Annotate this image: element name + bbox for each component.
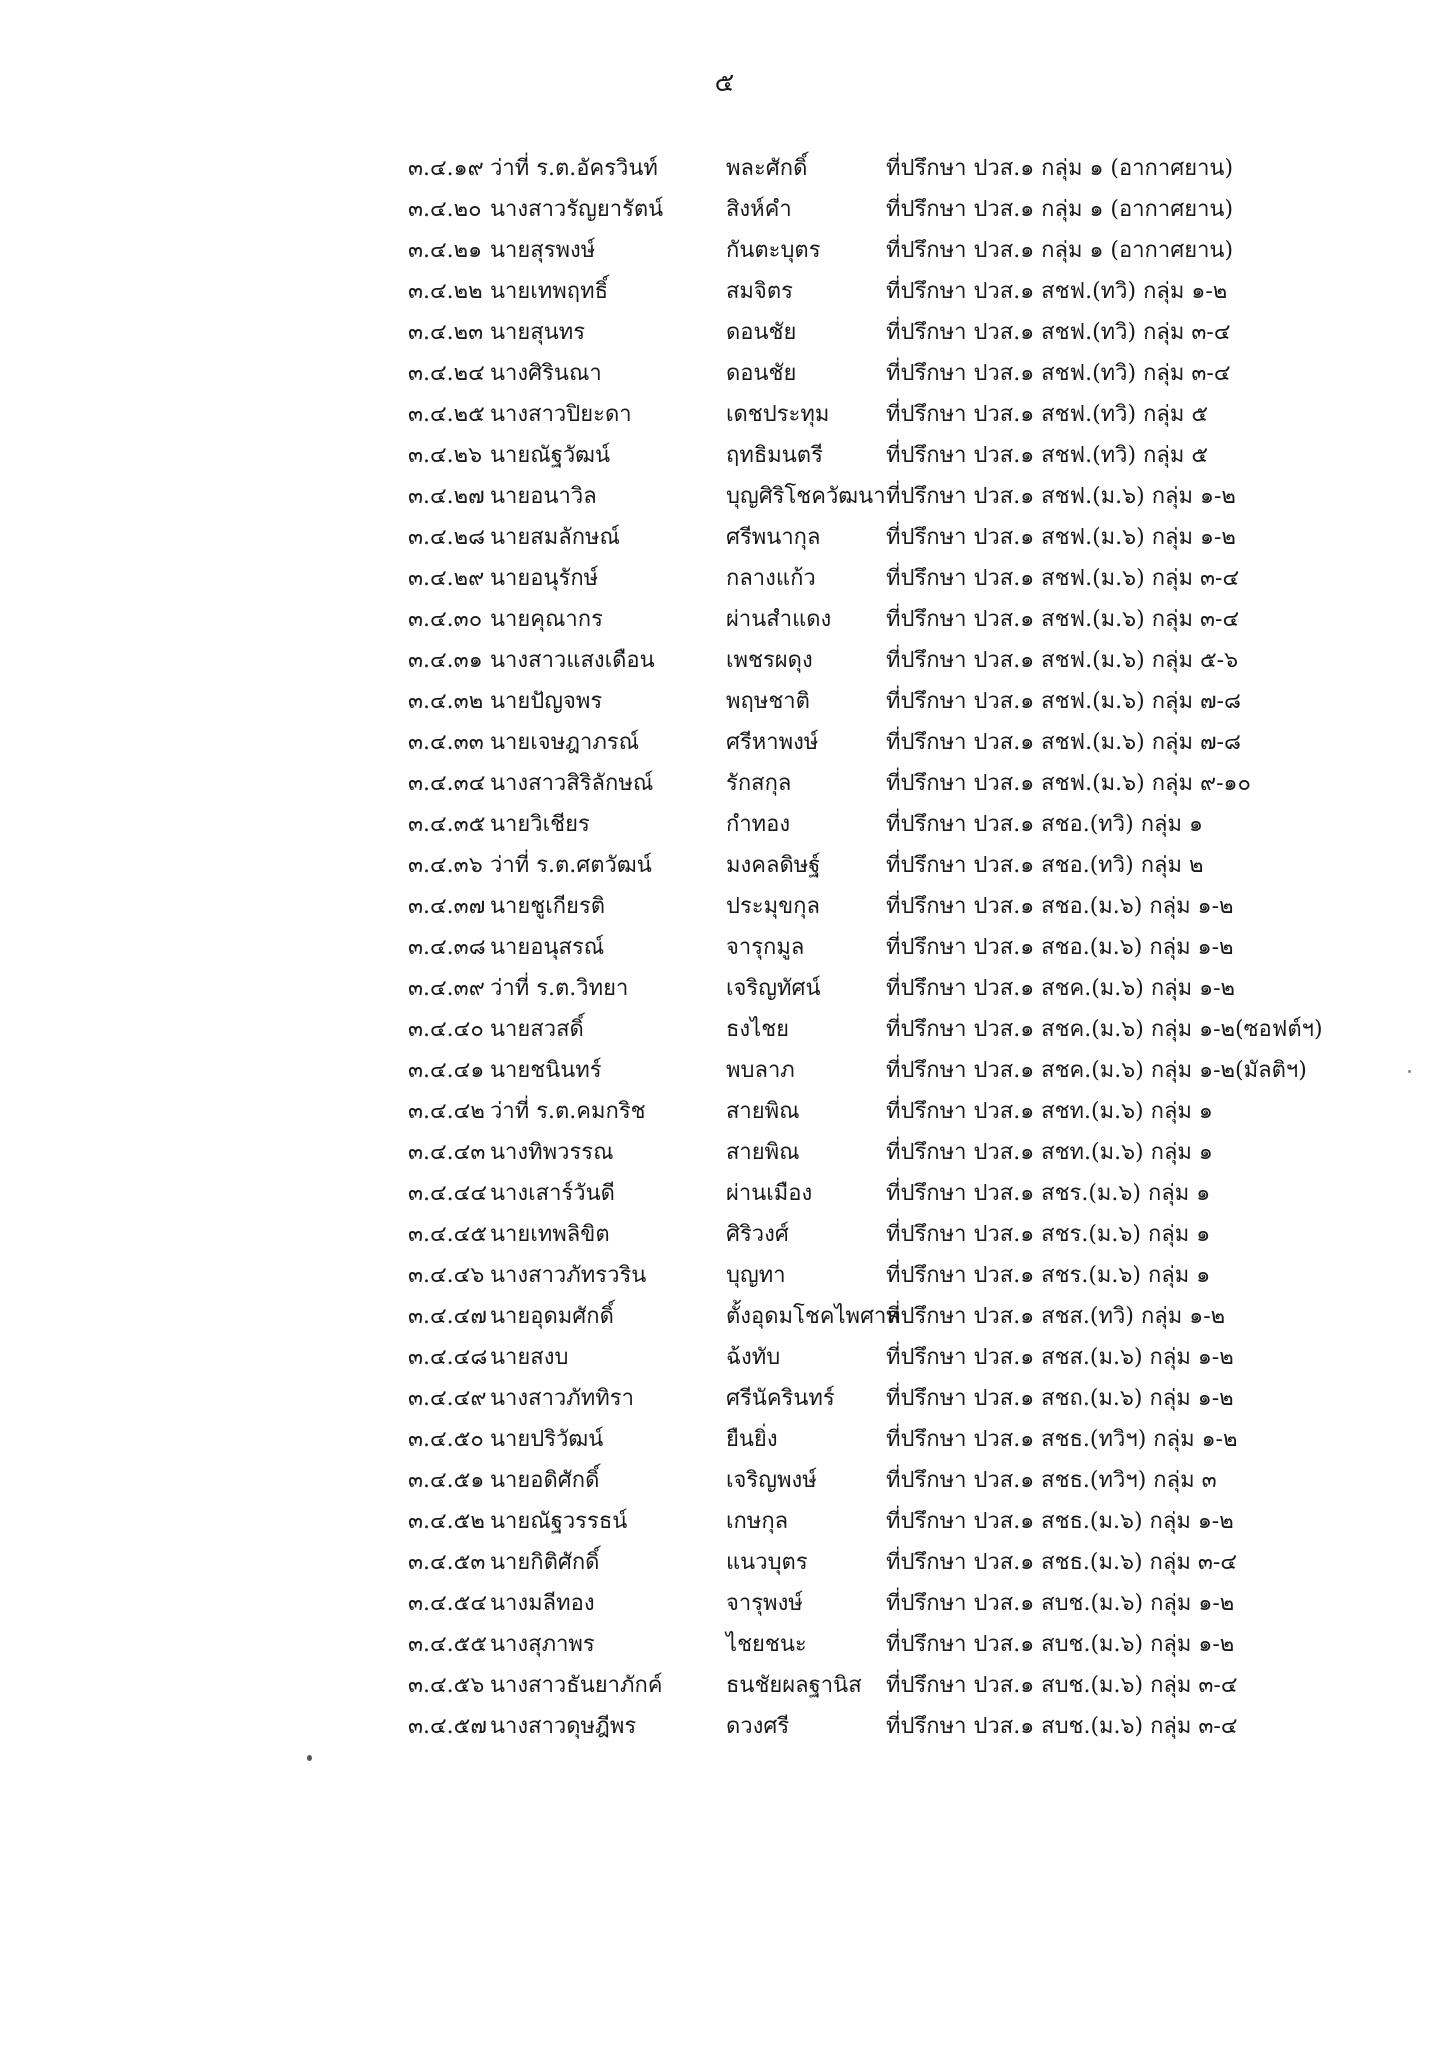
advisor-name: นางสาวรัญยารัตน์ — [490, 197, 664, 222]
advisor-role: ที่ปรึกษา ปวส.๑ สชค.(ม.๖) กลุ่ม ๑-๒ — [886, 976, 1236, 1001]
advisor-role: ที่ปรึกษา ปวส.๑ สชฟ.(ทวิ) กลุ่ม ๓-๔ — [886, 320, 1231, 345]
advisor-role: ที่ปรึกษา ปวส.๑ กลุ่ม ๑ (อากาศยาน) — [886, 156, 1234, 181]
advisor-name: นายอนุสรณ์ — [490, 935, 605, 960]
advisor-surname: ดอนชัย — [726, 361, 797, 386]
list-item — [408, 271, 1408, 312]
item-number: ๓.๔.๓๙ — [408, 976, 485, 1001]
advisor-role: ที่ปรึกษา ปวส.๑ สชฟ.(ม.๖) กลุ่ม ๑-๒ — [886, 484, 1236, 509]
advisor-role: ที่ปรึกษา ปวส.๑ สชธ.(ม.๖) กลุ่ม ๓-๔ — [886, 1550, 1237, 1575]
advisor-name: นายเจษฎาภรณ์ — [490, 730, 640, 755]
list-item — [408, 353, 1408, 394]
advisor-surname: กำทอง — [726, 812, 791, 837]
advisor-surname: ประมุขกุล — [726, 894, 820, 919]
item-number: ๓.๔.๔๐ — [408, 1017, 484, 1042]
advisor-surname: ตั้งอุดมโชคไพศาล — [726, 1304, 900, 1329]
advisor-role: ที่ปรึกษา ปวส.๑ สชท.(ม.๖) กลุ่ม ๑ — [886, 1099, 1213, 1124]
advisor-name: ว่าที่ ร.ต.วิทยา — [490, 976, 629, 1001]
advisor-name: นางสาวปิยะดา — [490, 402, 632, 427]
item-number: ๓.๔.๒๑ — [408, 238, 483, 263]
item-number: ๓.๔.๕๔ — [408, 1591, 487, 1616]
item-number: ๓.๔.๓๒ — [408, 689, 484, 714]
advisor-surname: สมจิตร — [726, 279, 793, 304]
list-item — [408, 558, 1408, 599]
advisor-role: ที่ปรึกษา ปวส.๑ สชฟ.(ทวิ) กลุ่ม ๑-๒ — [886, 279, 1228, 304]
list-item — [408, 1009, 1408, 1050]
list-item — [408, 1337, 1408, 1378]
item-number: ๓.๔.๔๔ — [408, 1181, 487, 1206]
item-number: ๓.๔.๔๗ — [408, 1304, 487, 1329]
item-number: ๓.๔.๒๒ — [408, 279, 483, 304]
advisor-surname: สายพิณ — [726, 1099, 800, 1124]
advisor-role: ที่ปรึกษา ปวส.๑ สชฟ.(ม.๖) กลุ่ม ๑-๒ — [886, 525, 1236, 550]
list-item — [408, 394, 1408, 435]
advisor-list — [408, 148, 1408, 1747]
advisor-role: ที่ปรึกษา ปวส.๑ สชฟ.(ทวิ) กลุ่ม ๓-๔ — [886, 361, 1231, 386]
list-item — [408, 763, 1408, 804]
advisor-role: ที่ปรึกษา ปวส.๑ สชค.(ม.๖) กลุ่ม ๑-๒(ซอฟต์ฯ) — [886, 1017, 1323, 1042]
advisor-surname: สิงห์คำ — [726, 197, 792, 222]
advisor-role: ที่ปรึกษา ปวส.๑ สบช.(ม.๖) กลุ่ม ๑-๒ — [886, 1591, 1235, 1616]
advisor-name: ว่าที่ ร.ต.ศตวัฒน์ — [490, 853, 652, 878]
item-number: ๓.๔.๒๘ — [408, 525, 486, 550]
item-number: ๓.๔.๒๖ — [408, 443, 483, 468]
item-number: ๓.๔.๔๑ — [408, 1058, 485, 1083]
advisor-role: ที่ปรึกษา ปวส.๑ สชค.(ม.๖) กลุ่ม ๑-๒(มัลติฯ) — [886, 1058, 1307, 1083]
list-item — [408, 1665, 1408, 1706]
list-item — [408, 804, 1408, 845]
advisor-surname: ไชยชนะ — [726, 1632, 807, 1657]
list-item — [408, 599, 1408, 640]
list-item — [408, 1378, 1408, 1419]
list-item — [408, 1050, 1408, 1091]
advisor-role: ที่ปรึกษา ปวส.๑ สบช.(ม.๖) กลุ่ม ๓-๔ — [886, 1714, 1238, 1739]
scan-speck — [307, 1755, 312, 1761]
advisor-name: นางสาวแสงเดือน — [490, 648, 655, 673]
advisor-name: นายเทพลิขิต — [490, 1222, 610, 1247]
advisor-role: ที่ปรึกษา ปวส.๑ สชอ.(ทวิ) กลุ่ม ๑ — [886, 812, 1203, 837]
advisor-name: นางเสาร์วันดี — [490, 1181, 615, 1206]
item-number: ๓.๔.๔๕ — [408, 1222, 487, 1247]
item-number: ๓.๔.๕๕ — [408, 1632, 487, 1657]
advisor-surname: เจริญพงษ์ — [726, 1468, 817, 1493]
advisor-surname: ยืนยิ่ง — [726, 1427, 778, 1452]
advisor-role: ที่ปรึกษา ปวส.๑ สชธ.(ม.๖) กลุ่ม ๑-๒ — [886, 1509, 1234, 1534]
item-number: ๓.๔.๓๔ — [408, 771, 486, 796]
advisor-surname: จารุกมูล — [726, 935, 805, 960]
advisor-surname: พบลาภ — [726, 1058, 795, 1083]
advisor-role: ที่ปรึกษา ปวส.๑ สชท.(ม.๖) กลุ่ม ๑ — [886, 1140, 1213, 1165]
advisor-name: นายกิติศักดิ์ — [490, 1550, 600, 1575]
advisor-surname: กันตะบุตร — [726, 238, 821, 263]
item-number: ๓.๔.๕๐ — [408, 1427, 484, 1452]
item-number: ๓.๔.๔๓ — [408, 1140, 486, 1165]
advisor-name: นายเทพฤทธิ์ — [490, 279, 609, 304]
list-item — [408, 886, 1408, 927]
item-number: ๓.๔.๒๕ — [408, 402, 485, 427]
page-number: ๕ — [714, 68, 735, 98]
advisor-role: ที่ปรึกษา ปวส.๑ สชอ.(ม.๖) กลุ่ม ๑-๒ — [886, 935, 1234, 960]
advisor-surname: พละศักดิ์ — [726, 156, 808, 181]
item-number: ๓.๔.๕๖ — [408, 1673, 485, 1698]
advisor-role: ที่ปรึกษา ปวส.๑ กลุ่ม ๑ (อากาศยาน) — [886, 238, 1234, 263]
advisor-name: นายสวสดิ์ — [490, 1017, 584, 1042]
item-number: ๓.๔.๒๗ — [408, 484, 485, 509]
list-item — [408, 845, 1408, 886]
advisor-role: ที่ปรึกษา ปวส.๑ สชส.(ม.๖) กลุ่ม ๑-๒ — [886, 1345, 1234, 1370]
list-item — [408, 1296, 1408, 1337]
list-item — [408, 1583, 1408, 1624]
advisor-name: นายอุดมศักดิ์ — [490, 1304, 614, 1329]
advisor-name: นายปริวัฒน์ — [490, 1427, 604, 1452]
list-item — [408, 1501, 1408, 1542]
list-item — [408, 722, 1408, 763]
advisor-name: นายปัญจพร — [490, 689, 603, 714]
list-item — [408, 148, 1408, 189]
advisor-role: ที่ปรึกษา ปวส.๑ สชฟ.(ม.๖) กลุ่ม ๕-๖ — [886, 648, 1239, 673]
advisor-name: นายอนุรักษ์ — [490, 566, 599, 591]
list-item — [408, 640, 1408, 681]
advisor-surname: ผ่านสำแดง — [726, 607, 832, 632]
advisor-name: นายวิเชียร — [490, 812, 590, 837]
advisor-surname: ธงไชย — [726, 1017, 790, 1042]
advisor-role: ที่ปรึกษา ปวส.๑ สชฟ.(ม.๖) กลุ่ม ๗-๘ — [886, 730, 1241, 755]
list-item — [408, 927, 1408, 968]
list-item — [408, 968, 1408, 1009]
advisor-name: นายสมลักษณ์ — [490, 525, 620, 550]
item-number: ๓.๔.๔๙ — [408, 1386, 487, 1411]
advisor-surname: บุญทา — [726, 1263, 786, 1288]
item-number: ๓.๔.๒๔ — [408, 361, 485, 386]
item-number: ๓.๔.๓๘ — [408, 935, 486, 960]
advisor-surname: ศรีหาพงษ์ — [726, 730, 819, 755]
advisor-role: ที่ปรึกษา ปวส.๑ สชร.(ม.๖) กลุ่ม ๑ — [886, 1222, 1211, 1247]
advisor-name: นายอดิศักดิ์ — [490, 1468, 600, 1493]
advisor-role: ที่ปรึกษา ปวส.๑ สชอ.(ม.๖) กลุ่ม ๑-๒ — [886, 894, 1234, 919]
item-number: ๓.๔.๑๙ — [408, 156, 484, 181]
advisor-surname: เจริญทัศน์ — [726, 976, 821, 1001]
advisor-role: ที่ปรึกษา ปวส.๑ สชถ.(ม.๖) กลุ่ม ๑-๒ — [886, 1386, 1234, 1411]
advisor-name: นางศิรินณา — [490, 361, 602, 386]
advisor-name: นายสุรพงษ์ — [490, 238, 596, 263]
advisor-name: ว่าที่ ร.ต.อัครวินท์ — [490, 156, 658, 181]
list-item — [408, 189, 1408, 230]
advisor-name: นางสาวสิริลักษณ์ — [490, 771, 654, 796]
advisor-surname: กลางแก้ว — [726, 566, 816, 591]
list-item — [408, 435, 1408, 476]
advisor-role: ที่ปรึกษา ปวส.๑ สชส.(ทวิ) กลุ่ม ๑-๒ — [886, 1304, 1226, 1329]
advisor-surname: ศรีนัครินทร์ — [726, 1386, 835, 1411]
advisor-name: นางสาวภัทรวริน — [490, 1263, 647, 1288]
list-item — [408, 1419, 1408, 1460]
item-number: ๓.๔.๓๑ — [408, 648, 483, 673]
item-number: ๓.๔.๓๖ — [408, 853, 483, 878]
list-item — [408, 312, 1408, 353]
advisor-name: นางสาวดุษฎีพร — [490, 1714, 637, 1739]
list-item — [408, 681, 1408, 722]
advisor-role: ที่ปรึกษา ปวส.๑ สบช.(ม.๖) กลุ่ม ๑-๒ — [886, 1632, 1235, 1657]
item-number: ๓.๔.๓๓ — [408, 730, 484, 755]
advisor-surname: ฤทธิมนตรี — [726, 443, 823, 468]
list-item — [408, 517, 1408, 558]
advisor-surname: ดวงศรี — [726, 1714, 790, 1739]
advisor-surname: ดอนชัย — [726, 320, 797, 345]
advisor-role: ที่ปรึกษา ปวส.๑ สชธ.(ทวิฯ) กลุ่ม ๑-๒ — [886, 1427, 1238, 1452]
item-number: ๓.๔.๔๘ — [408, 1345, 488, 1370]
advisor-surname: เดชประทุม — [726, 402, 830, 427]
item-number: ๓.๔.๔๒ — [408, 1099, 485, 1124]
advisor-name: นายชนินทร์ — [490, 1058, 602, 1083]
advisor-role: ที่ปรึกษา ปวส.๑ สชธ.(ทวิฯ) กลุ่ม ๓ — [886, 1468, 1217, 1493]
advisor-surname: ศรีพนากุล — [726, 525, 821, 550]
advisor-role: ที่ปรึกษา ปวส.๑ สชฟ.(ม.๖) กลุ่ม ๗-๘ — [886, 689, 1241, 714]
advisor-name: นายสงบ — [490, 1345, 569, 1370]
advisor-role: ที่ปรึกษา ปวส.๑ สชอ.(ทวิ) กลุ่ม ๒ — [886, 853, 1204, 878]
advisor-role: ที่ปรึกษา ปวส.๑ สชฟ.(ม.๖) กลุ่ม ๙-๑๐ — [886, 771, 1251, 796]
advisor-role: ที่ปรึกษา ปวส.๑ สชฟ.(ทวิ) กลุ่ม ๕ — [886, 402, 1209, 427]
advisor-role: ที่ปรึกษา ปวส.๑ สชร.(ม.๖) กลุ่ม ๑ — [886, 1263, 1211, 1288]
advisor-surname: จารุพงษ์ — [726, 1591, 803, 1616]
advisor-role: ที่ปรึกษา ปวส.๑ สชร.(ม.๖) กลุ่ม ๑ — [886, 1181, 1211, 1206]
item-number: ๓.๔.๓๐ — [408, 607, 483, 632]
list-item — [408, 1460, 1408, 1501]
advisor-surname: ธนชัยผลฐานิส — [726, 1673, 862, 1698]
advisor-name: ว่าที่ ร.ต.คมกริช — [490, 1099, 646, 1124]
list-item — [408, 1214, 1408, 1255]
item-number: ๓.๔.๓๗ — [408, 894, 486, 919]
advisor-surname: บุญศิริโชควัฒนา — [726, 484, 886, 509]
list-item — [408, 230, 1408, 271]
list-item — [408, 1091, 1408, 1132]
advisor-name: นายอนาวิล — [490, 484, 597, 509]
advisor-name: นางทิพวรรณ — [490, 1140, 614, 1165]
list-item — [408, 1706, 1408, 1747]
advisor-surname: แนวบุตร — [726, 1550, 808, 1575]
advisor-name: นางสุภาพร — [490, 1632, 595, 1657]
advisor-surname: มงคลดิษฐ์ — [726, 853, 821, 878]
advisor-name: นางสาวธันยาภักค์ — [490, 1673, 663, 1698]
item-number: ๓.๔.๕๗ — [408, 1714, 487, 1739]
advisor-role: ที่ปรึกษา ปวส.๑ สชฟ.(ม.๖) กลุ่ม ๓-๔ — [886, 566, 1240, 591]
advisor-role: ที่ปรึกษา ปวส.๑ กลุ่ม ๑ (อากาศยาน) — [886, 197, 1234, 222]
advisor-name: นายคุณากร — [490, 607, 603, 632]
advisor-name: นายณัฐวัฒน์ — [490, 443, 611, 468]
advisor-surname: เกษกุล — [726, 1509, 789, 1534]
list-item — [408, 476, 1408, 517]
item-number: ๓.๔.๒๐ — [408, 197, 482, 222]
list-item — [408, 1255, 1408, 1296]
list-item — [408, 1624, 1408, 1665]
advisor-surname: รักสกุล — [726, 771, 792, 796]
item-number: ๓.๔.๓๕ — [408, 812, 486, 837]
advisor-surname: สายพิณ — [726, 1140, 800, 1165]
item-number: ๓.๔.๕๑ — [408, 1468, 485, 1493]
advisor-role: ที่ปรึกษา ปวส.๑ สชฟ.(ม.๖) กลุ่ม ๓-๔ — [886, 607, 1240, 632]
item-number: ๓.๔.๒๙ — [408, 566, 485, 591]
item-number: ๓.๔.๔๖ — [408, 1263, 485, 1288]
list-item — [408, 1542, 1408, 1583]
advisor-name: นายชูเกียรติ — [490, 894, 606, 919]
advisor-surname: ผ่านเมือง — [726, 1181, 813, 1206]
advisor-surname: ศิริวงศ์ — [726, 1222, 789, 1247]
advisor-name: นายณัฐวรรธน์ — [490, 1509, 628, 1534]
list-item — [408, 1132, 1408, 1173]
advisor-surname: ฉ้งทับ — [726, 1345, 781, 1370]
advisor-name: นางสาวภัททิรา — [490, 1386, 634, 1411]
advisor-role: ที่ปรึกษา ปวส.๑ สชฟ.(ทวิ) กลุ่ม ๕ — [886, 443, 1209, 468]
advisor-name: นางมลีทอง — [490, 1591, 595, 1616]
list-item — [408, 1173, 1408, 1214]
advisor-surname: พฤษชาติ — [726, 689, 810, 714]
scan-speck — [1408, 1070, 1411, 1073]
advisor-name: นายสุนทร — [490, 320, 586, 345]
advisor-surname: เพชรผดุง — [726, 648, 813, 673]
item-number: ๓.๔.๕๒ — [408, 1509, 485, 1534]
advisor-role: ที่ปรึกษา ปวส.๑ สบช.(ม.๖) กลุ่ม ๓-๔ — [886, 1673, 1238, 1698]
item-number: ๓.๔.๕๓ — [408, 1550, 486, 1575]
item-number: ๓.๔.๒๓ — [408, 320, 484, 345]
